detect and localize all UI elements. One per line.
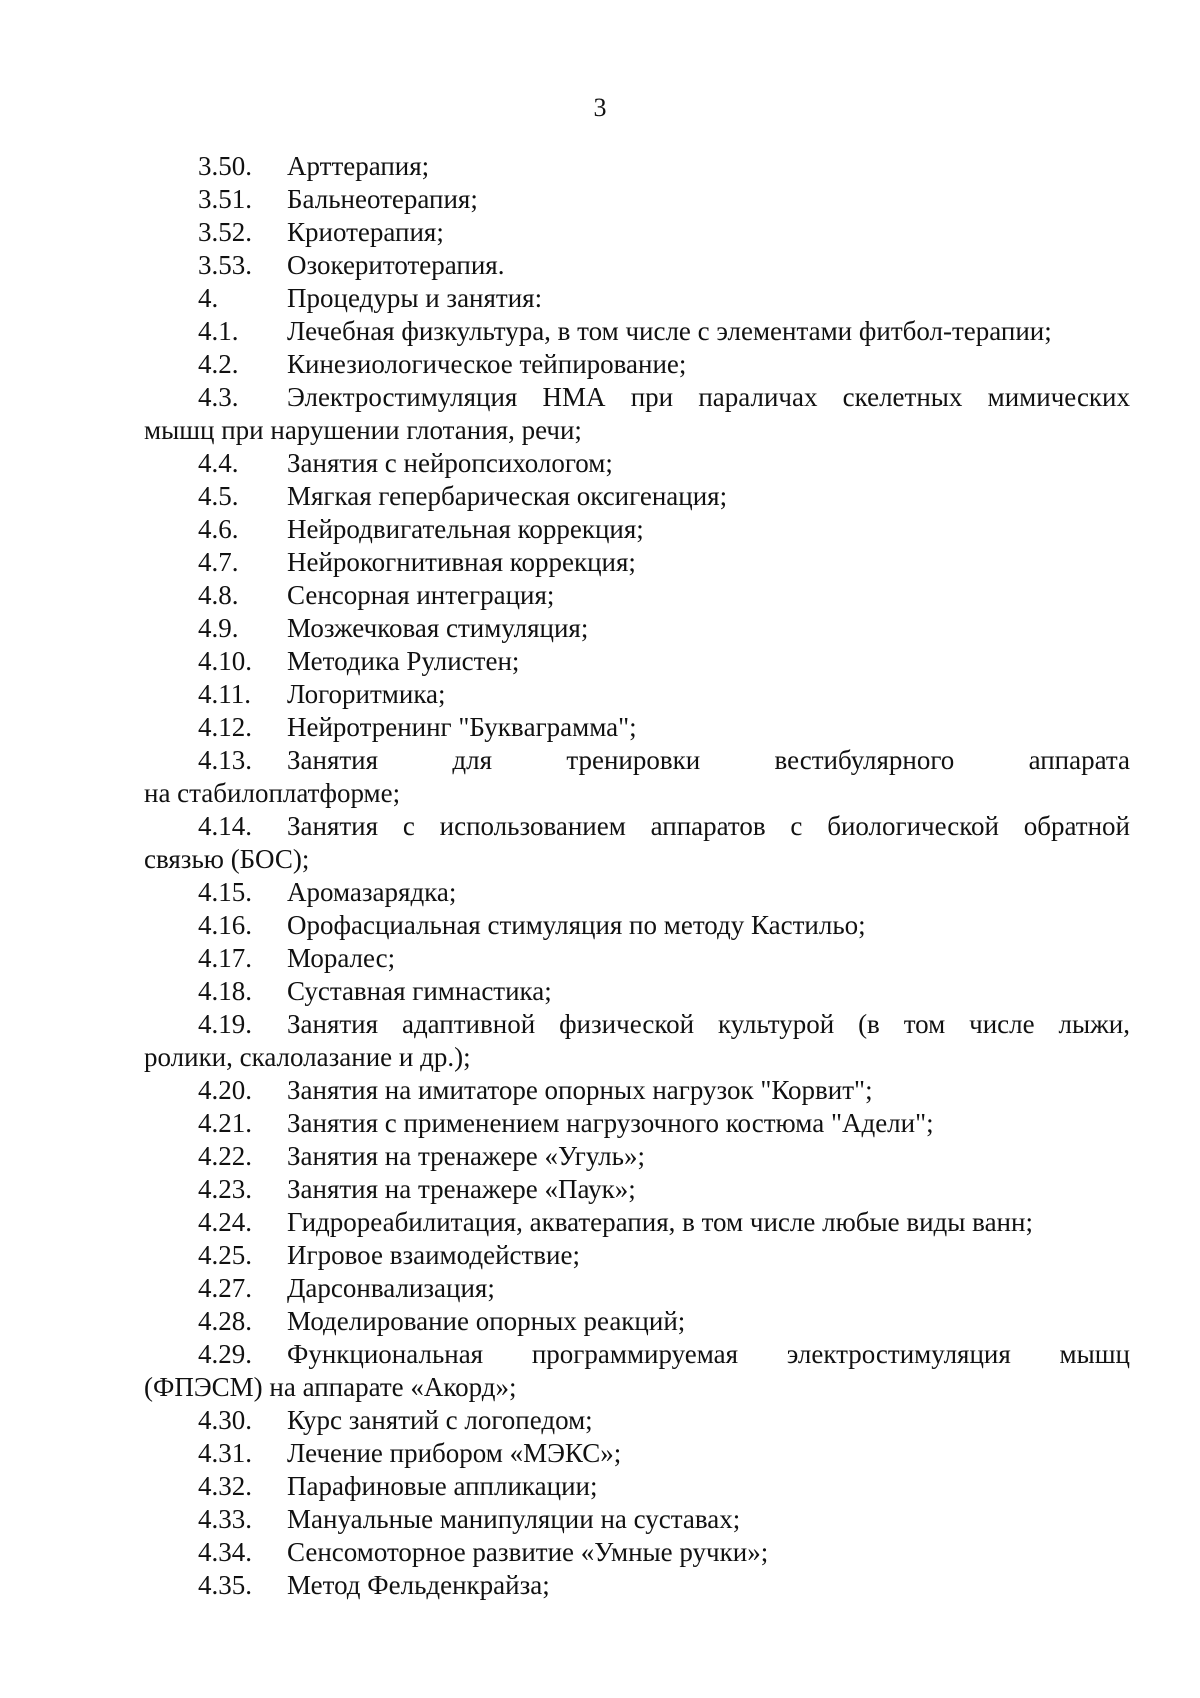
list-item [144,249,1130,282]
item-number: 4.5. [198,481,239,511]
item-number: 4.30. [198,1405,252,1435]
item-text: Занятия с применением нагрузочного костюма "Адели"; [287,1108,934,1138]
item-number: 4.28. [198,1306,252,1336]
item-number: 4.1. [198,316,239,346]
item-text: Аромазарядка; [287,877,457,907]
item-text: Сенсорная интеграция; [287,580,555,610]
item-number: 4.11. [198,679,251,709]
item-number: 3.50. [198,151,252,181]
list-item [144,1272,1130,1305]
list-item [144,1008,1130,1074]
list-item [144,1404,1130,1437]
list-item [144,282,1130,315]
list-item [144,348,1130,381]
item-text: Бальнеотерапия; [287,184,478,214]
item-text: Мозжечковая стимуляция; [287,613,589,643]
item-number: 3.53. [198,250,252,280]
list-item [144,975,1130,1008]
item-number: 4.14. [198,811,252,841]
item-text: Логоритмика; [287,679,446,709]
item-text: Занятия на тренажере «Паук»; [287,1174,636,1204]
item-number: 3.51. [198,184,252,214]
item-text: Занятия с использованием аппаратов с биологической обратной [287,811,1130,841]
item-text: Лечение прибором «МЭКС»; [287,1438,622,1468]
list-item [144,150,1130,183]
list-item [144,612,1130,645]
list-item [144,810,1130,876]
item-text: Дарсонвализация; [287,1273,495,1303]
item-text: Занятия на имитаторе опорных нагрузок "Корвит"; [287,1075,873,1105]
list-item [144,546,1130,579]
item-text: Нейротренинг "Буквaграмма"; [287,712,637,742]
list-item [144,942,1130,975]
item-text: Занятия на тренажере «Угуль»; [287,1141,645,1171]
list-item [144,381,1130,447]
item-number: 4.31. [198,1438,252,1468]
item-number: 4.23. [198,1174,252,1204]
item-text: Орофасциальная стимуляция по методу Кастильо; [287,910,866,940]
item-text: Электростимуляция НМА при параличах скелетных мимических [287,382,1130,412]
item-text: Нейродвигательная коррекция; [287,514,644,544]
item-text: Функциональная программируемая электростимуляция мышц [287,1339,1130,1369]
list-item [144,876,1130,909]
list-item [144,1470,1130,1503]
list-item [144,1107,1130,1140]
item-text: Занятия с нейропсихологом; [287,448,613,478]
item-number: 4.6. [198,514,239,544]
item-text: Нейрокогнитивная коррекция; [287,547,636,577]
item-number: 4.2. [198,349,239,379]
item-text-continuation: (ФПЭСМ) на аппарате «Акорд»; [144,1372,517,1402]
item-number: 3.52. [198,217,252,247]
item-text: Мягкая гепербарическая оксигенация; [287,481,728,511]
item-text: Метод Фельденкрайза; [287,1570,550,1600]
list-item [144,711,1130,744]
item-number: 4.9. [198,613,239,643]
item-text: Сенсомоторное развитие «Умные ручки»; [287,1537,769,1567]
item-number: 4.3. [198,382,239,412]
item-number: 4.25. [198,1240,252,1270]
list-item [144,1437,1130,1470]
item-number: 4.32. [198,1471,252,1501]
item-text: Гидрореабилитация, акватерапия, в том числе любые виды ванн; [287,1207,1033,1237]
item-text: Моралес; [287,943,396,973]
item-number: 4.18. [198,976,252,1006]
item-text: Суставная гимнастика; [287,976,552,1006]
item-text-continuation: связью (БОС); [144,844,310,874]
list-item [144,909,1130,942]
item-number: 4.4. [198,448,239,478]
item-number: 4.8. [198,580,239,610]
item-text: Курс занятий с логопедом; [287,1405,593,1435]
item-number: 4.20. [198,1075,252,1105]
item-text: Занятия для тренировки вестибулярного аппарата [287,745,1130,775]
item-text: Методика Рулистен; [287,646,520,676]
item-text: Парафиновые аппликации; [287,1471,598,1501]
list-item [144,1074,1130,1107]
list-item [144,1338,1130,1404]
list-item [144,315,1130,348]
list-item [144,480,1130,513]
list-item [144,1569,1130,1602]
list-item [144,744,1130,810]
item-number: 4. [198,283,219,313]
item-number: 4.19. [198,1009,252,1039]
list-item [144,1239,1130,1272]
item-number: 4.35. [198,1570,252,1600]
item-number: 4.22. [198,1141,252,1171]
list-item [144,1503,1130,1536]
list-item [144,678,1130,711]
list-item [144,645,1130,678]
item-text: Криотерапия; [287,217,444,247]
item-text: Процедуры и занятия: [287,283,543,313]
list-item [144,1140,1130,1173]
item-number: 4.24. [198,1207,252,1237]
list-item [144,1305,1130,1338]
item-number: 4.12. [198,712,252,742]
item-text: Моделирование опорных реакций; [287,1306,686,1336]
item-text: Мануальные манипуляции на суставах; [287,1504,741,1534]
item-text: Кинезиологическое тейпирование; [287,349,687,379]
item-number: 4.29. [198,1339,252,1369]
item-text: Арттерапия; [287,151,430,181]
item-number: 4.17. [198,943,252,973]
item-text-continuation: на стабилоплатформе; [144,778,401,808]
list-item [144,1536,1130,1569]
item-number: 4.10. [198,646,252,676]
item-number: 4.15. [198,877,252,907]
item-text: Занятия адаптивной физической культурой (в том числе лыжи, [287,1009,1130,1039]
item-number: 4.27. [198,1273,252,1303]
item-number: 4.21. [198,1108,252,1138]
item-text-continuation: ролики, скалолазание и др.); [144,1042,471,1072]
item-number: 4.7. [198,547,239,577]
item-number: 4.33. [198,1504,252,1534]
page-number: 3 [593,93,607,122]
list-item [144,1206,1130,1239]
item-number: 4.34. [198,1537,252,1567]
list-item [144,579,1130,612]
list-item [144,447,1130,480]
item-text-continuation: мышц при нарушении глотания, речи; [144,415,582,445]
item-number: 4.16. [198,910,252,940]
list-item [144,513,1130,546]
item-text: Игровое взаимодействие; [287,1240,580,1270]
item-text: Лечебная физкультура, в том числе с элементами фитбол-терапии; [287,316,1052,346]
list-item [144,1173,1130,1206]
list-item [144,216,1130,249]
procedure-list [144,150,1130,1602]
list-item [144,183,1130,216]
item-text: Озокеритотерапия. [287,250,505,280]
item-number: 4.13. [198,745,252,775]
